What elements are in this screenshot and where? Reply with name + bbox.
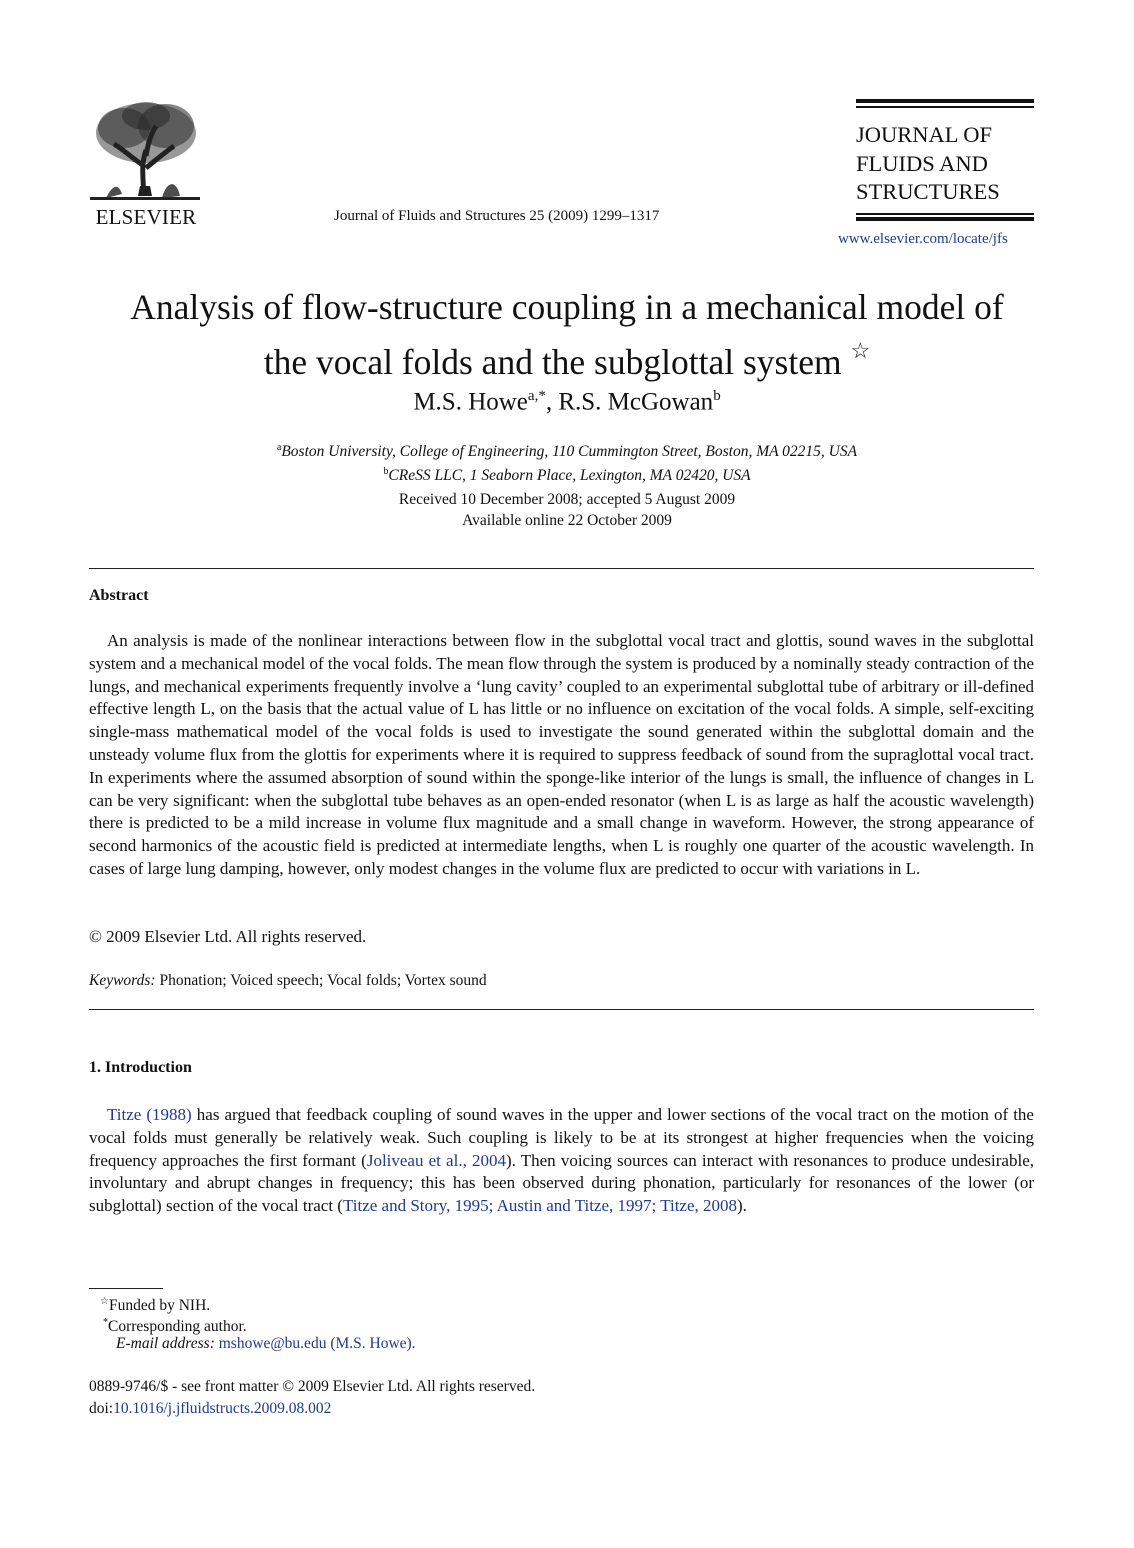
author-separator: ,: [545, 388, 559, 416]
introduction-heading: 1. Introduction: [89, 1059, 192, 1076]
intro-text-part: ). Then voicing sources can interact with resonances to produce undesirable, involuntary and abrupt changes in frequency; this has been observed during phonation, particularly for resonances of the lower (or subglottal) section of the vocal tract (: [89, 1150, 1034, 1216]
author-howe-marks: a,*: [527, 388, 546, 404]
footnote-funding-text: Funded by NIH.: [108, 1297, 211, 1315]
journal-title-line: STRUCTURES: [856, 179, 1000, 204]
article-dates: [60, 490, 1074, 531]
abstract-body: [89, 630, 1034, 881]
introduction-body: [89, 1104, 1034, 1218]
keywords-label: Keywords:: [89, 972, 156, 989]
author-list: [60, 388, 1074, 416]
citation-link-joliveau-2004[interactable]: Joliveau et al., 2004: [366, 1150, 506, 1170]
affiliation-b: CReSS LLC, 1 Seaborn Place, Lexington, MA 02420, USA: [388, 467, 751, 485]
received-accepted-dates: Received 10 December 2008; accepted 5 August 2009: [398, 491, 736, 508]
intro-text-part: has argued that feedback coupling of sound waves in the upper and lower sections of the vocal tract on the motion of the vocal folds must generally be relatively weak. Such coupling is likely to be at its strongest at higher frequencies when the voicing frequency approaches the first formant (: [89, 1105, 1034, 1170]
doi-link[interactable]: 10.1016/j.jfluidstructs.2009.08.002: [113, 1400, 332, 1417]
keywords: [89, 972, 487, 990]
keywords-list: Phonation; Voiced speech; Vocal folds; Vortex sound: [159, 972, 487, 989]
journal-bottom-rule-thick: [856, 217, 1034, 221]
journal-title-line: JOURNAL OF: [856, 122, 993, 147]
doi-line: [89, 1400, 331, 1418]
abstract-heading: Abstract: [89, 587, 149, 604]
journal-citation: Journal of Fluids and Structures 25 (2009) 1299–1317: [334, 208, 660, 224]
abstract-paragraph: An analysis is made of the nonlinear interactions between flow in the subglottal vocal tract and glottis, sound waves in the subglottal system and a mechanical model of the vocal folds. The mean flow through the system is produced by a nominally steady contraction of the lungs, and mechanical experiments frequently involve a ‘lung cavity’ coupled to an experimental subglottal tube of arbitrary or ill-defined effective length L, on the basis that the actual value of L has little or no influence on excitation of the vocal folds. A simple, self-exciting single-mass mathematical model of the vocal folds is used to investigate the sound generated within the subglottal domain and the unsteady volume flux from the glottis for experiments where it is required to suppress feedback of sound from the supraglottal vocal tract. In experiments where the assumed absorption of sound within the sponge-like interior of the lungs is small, the influence of changes in L can be very significant: when the subglottal tube behaves as an open-ended resonator (when L is as large as half the acoustic wavelength) there is predicted to be a mild increase in volume flux magnitude and a small change in waveform. However, the strong appearance of second harmonics of the acoustic field is predicted at intermediate lengths, when L is roughly one quarter of the acoustic wavelength. In cases of large lung damping, however, only modest changes in the volume flux are predicted to occur with variations in L.: [89, 631, 1034, 878]
footnote-corresponding-text: Corresponding author.: [108, 1318, 247, 1336]
front-matter: 0889-9746/$ - see front matter © 2009 Elsevier Ltd. All rights reserved.: [89, 1378, 536, 1395]
funding-star-icon[interactable]: ☆: [850, 338, 871, 363]
affiliations: [60, 438, 1074, 486]
journal-top-rule-thin: [856, 106, 1034, 108]
journal-title: [856, 121, 1000, 207]
journal-top-rule-thick: [856, 99, 1034, 103]
journal-url-link[interactable]: www.elsevier.com/locate/jfs: [838, 231, 1008, 247]
journal-bottom-rule-thin: [856, 213, 1034, 215]
author-mcgowan[interactable]: R.S. McGowan: [558, 388, 714, 416]
citation-link-titze-story-austin[interactable]: Titze and Story, 1995; Austin and Titze, 1997; Titze, 2008: [342, 1196, 738, 1216]
affiliation-a: Boston University, College of Engineering, 110 Cummington Street, Boston, MA 02215, USA: [281, 443, 858, 461]
abstract-top-rule: [89, 568, 1034, 569]
introduction-paragraph: [89, 1104, 1034, 1218]
email-link[interactable]: mshowe@bu.edu (M.S. Howe).: [218, 1335, 416, 1352]
intro-text-part: ).: [737, 1196, 747, 1216]
affiliation-b-mark: b: [383, 466, 389, 478]
doi-label: doi:: [89, 1400, 114, 1417]
affiliation-a-mark: a: [276, 442, 282, 453]
email-label: E-mail address:: [116, 1335, 215, 1352]
footnote-rule: [89, 1288, 163, 1289]
citation-link-titze-1988[interactable]: Titze (1988): [107, 1105, 192, 1124]
abstract-bottom-rule: [89, 1009, 1034, 1010]
footnote-star-icon: ☆: [100, 1296, 109, 1307]
footnote-asterisk: *: [103, 1317, 108, 1328]
author-howe[interactable]: M.S. Howe: [413, 388, 528, 416]
title-line-2: the vocal folds and the subglottal system: [263, 342, 842, 382]
footnote-email: [116, 1334, 416, 1355]
author-mcgowan-marks: b: [713, 388, 721, 404]
journal-title-line: FLUIDS AND: [856, 150, 988, 176]
title-line-1: Analysis of flow-structure coupling in a mechanical model of: [130, 287, 1004, 327]
publisher-name: ELSEVIER: [95, 205, 197, 229]
online-date: Available online 22 October 2009: [462, 511, 672, 529]
abstract-copyright: © 2009 Elsevier Ltd. All rights reserved.: [89, 927, 367, 946]
article-title: [60, 285, 1074, 384]
